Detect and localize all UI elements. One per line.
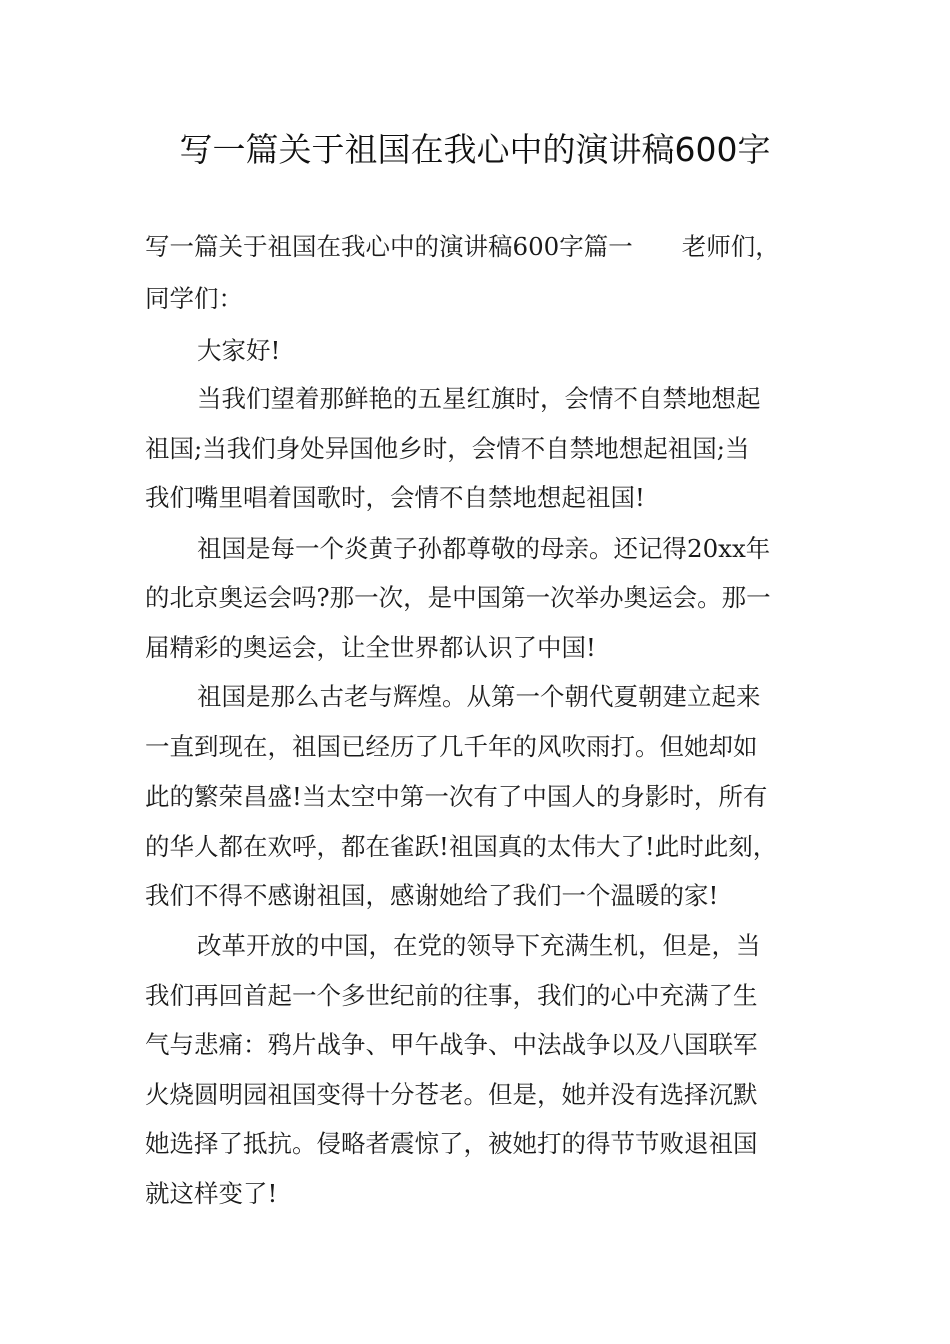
text-line: 大家好! bbox=[197, 336, 281, 365]
text-line: 此的繁荣昌盛!当太空中第一次有了中国人的身影时，所有 bbox=[145, 782, 768, 811]
text-line: 写一篇关于祖国在我心中的演讲稿600字篇一 老师们， bbox=[145, 232, 780, 261]
text-line: 的北京奥运会吗?那一次，是中国第一次举办奥运会。那一 bbox=[145, 583, 771, 612]
text-line: 祖国是每一个炎黄子孙都尊敬的母亲。还记得20xx年 bbox=[197, 534, 771, 563]
text-line: 一直到现在，祖国已经历了几千年的风吹雨打。但她却如 bbox=[145, 732, 758, 761]
text-line: 同学们： bbox=[145, 284, 243, 313]
text-line: 我们不得不感谢祖国，感谢她给了我们一个温暖的家! bbox=[145, 881, 719, 910]
text-line: 气与悲痛：鸦片战争、甲午战争、中法战争以及八国联军 bbox=[145, 1030, 758, 1059]
text-line: 就这样变了! bbox=[145, 1179, 278, 1208]
text-line: 改革开放的中国，在党的领导下充满生机，但是，当 bbox=[197, 931, 761, 960]
text-line: 当我们望着那鲜艳的五星红旗时，会情不自禁地想起 bbox=[197, 384, 761, 413]
text-line: 的华人都在欢呼，都在雀跃!祖国真的太伟大了!此时此刻， bbox=[145, 832, 778, 861]
text-line: 祖国;当我们身处异国他乡时，会情不自禁地想起祖国;当 bbox=[145, 434, 750, 463]
document-title: 写一篇关于祖国在我心中的演讲稿600字 bbox=[179, 130, 771, 169]
text-line: 火烧圆明园祖国变得十分苍老。但是，她并没有选择沉默 bbox=[145, 1080, 758, 1109]
text-line: 她选择了抵抗。侵略者震惊了，被她打的得节节败退祖国 bbox=[145, 1129, 758, 1158]
text-line: 我们嘴里唱着国歌时，会情不自禁地想起祖国! bbox=[145, 483, 645, 512]
text-line: 我们再回首起一个多世纪前的往事，我们的心中充满了生 bbox=[145, 981, 758, 1010]
text-line: 祖国是那么古老与辉煌。从第一个朝代夏朝建立起来 bbox=[197, 682, 761, 711]
text-line: 届精彩的奥运会，让全世界都认识了中国! bbox=[145, 633, 596, 662]
